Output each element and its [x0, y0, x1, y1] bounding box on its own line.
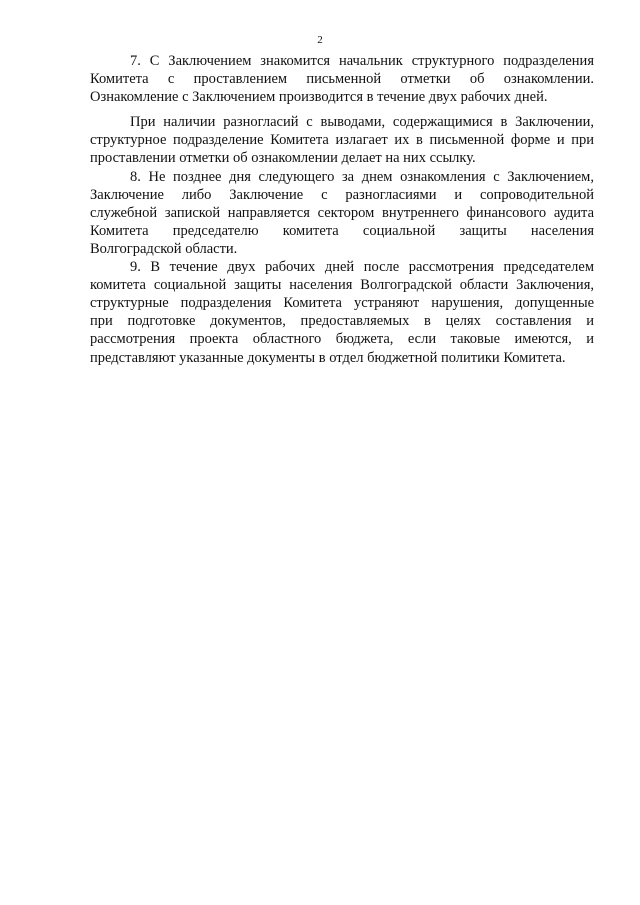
text-line: 7. С Заключением знакомится начальник структурного подразделения	[130, 53, 594, 69]
paragraph-7	[90, 52, 594, 106]
text-line: при подготовке документов, предоставляемых в целях составления и	[90, 313, 594, 330]
text-line: Комитета с проставлением письменной отметки об ознакомлении.	[90, 71, 594, 88]
text-line: Ознакомление с Заключением производится в течение двух рабочих дней.	[90, 89, 548, 106]
text-line: 8. Не позднее дня следующего за днем ознакомления с Заключением,	[130, 168, 594, 185]
text-line: структурные подразделения Комитета устраняют нарушения, допущенные	[90, 295, 594, 312]
paragraph-9	[90, 258, 594, 367]
page-number: 2	[317, 34, 323, 46]
paragraph-disagreements	[90, 113, 594, 167]
text-line: комитета социальной защиты населения Волгоградской области Заключения,	[90, 277, 594, 294]
text-line: При наличии разногласий с выводами, содержащимися в Заключении,	[130, 114, 594, 131]
text-line: представляют указанные документы в отдел бюджетной политики Комитета.	[90, 349, 566, 366]
text-line: Волгоградской области.	[90, 240, 238, 257]
text-line: рассмотрения проекта областного бюджета, если таковые имеются, и	[90, 331, 594, 348]
document-body	[90, 52, 594, 367]
text-line: служебной запиской направляется сектором внутреннего финансового аудита	[90, 204, 594, 221]
paragraph-8	[90, 168, 594, 258]
text-line: проставлении отметки об ознакомлении делает на них ссылку.	[90, 150, 476, 167]
text-line: 9. В течение двух рабочих дней после рассмотрения председателем	[130, 259, 594, 276]
text-line: Заключение либо Заключение с разногласиями и сопроводительной	[90, 186, 594, 203]
text-line: структурное подразделение Комитета излагает их в письменной форме и при	[90, 132, 594, 149]
paragraph-gap	[90, 106, 594, 113]
text-line: Комитета председателю комитета социальной защиты населения	[90, 222, 594, 239]
